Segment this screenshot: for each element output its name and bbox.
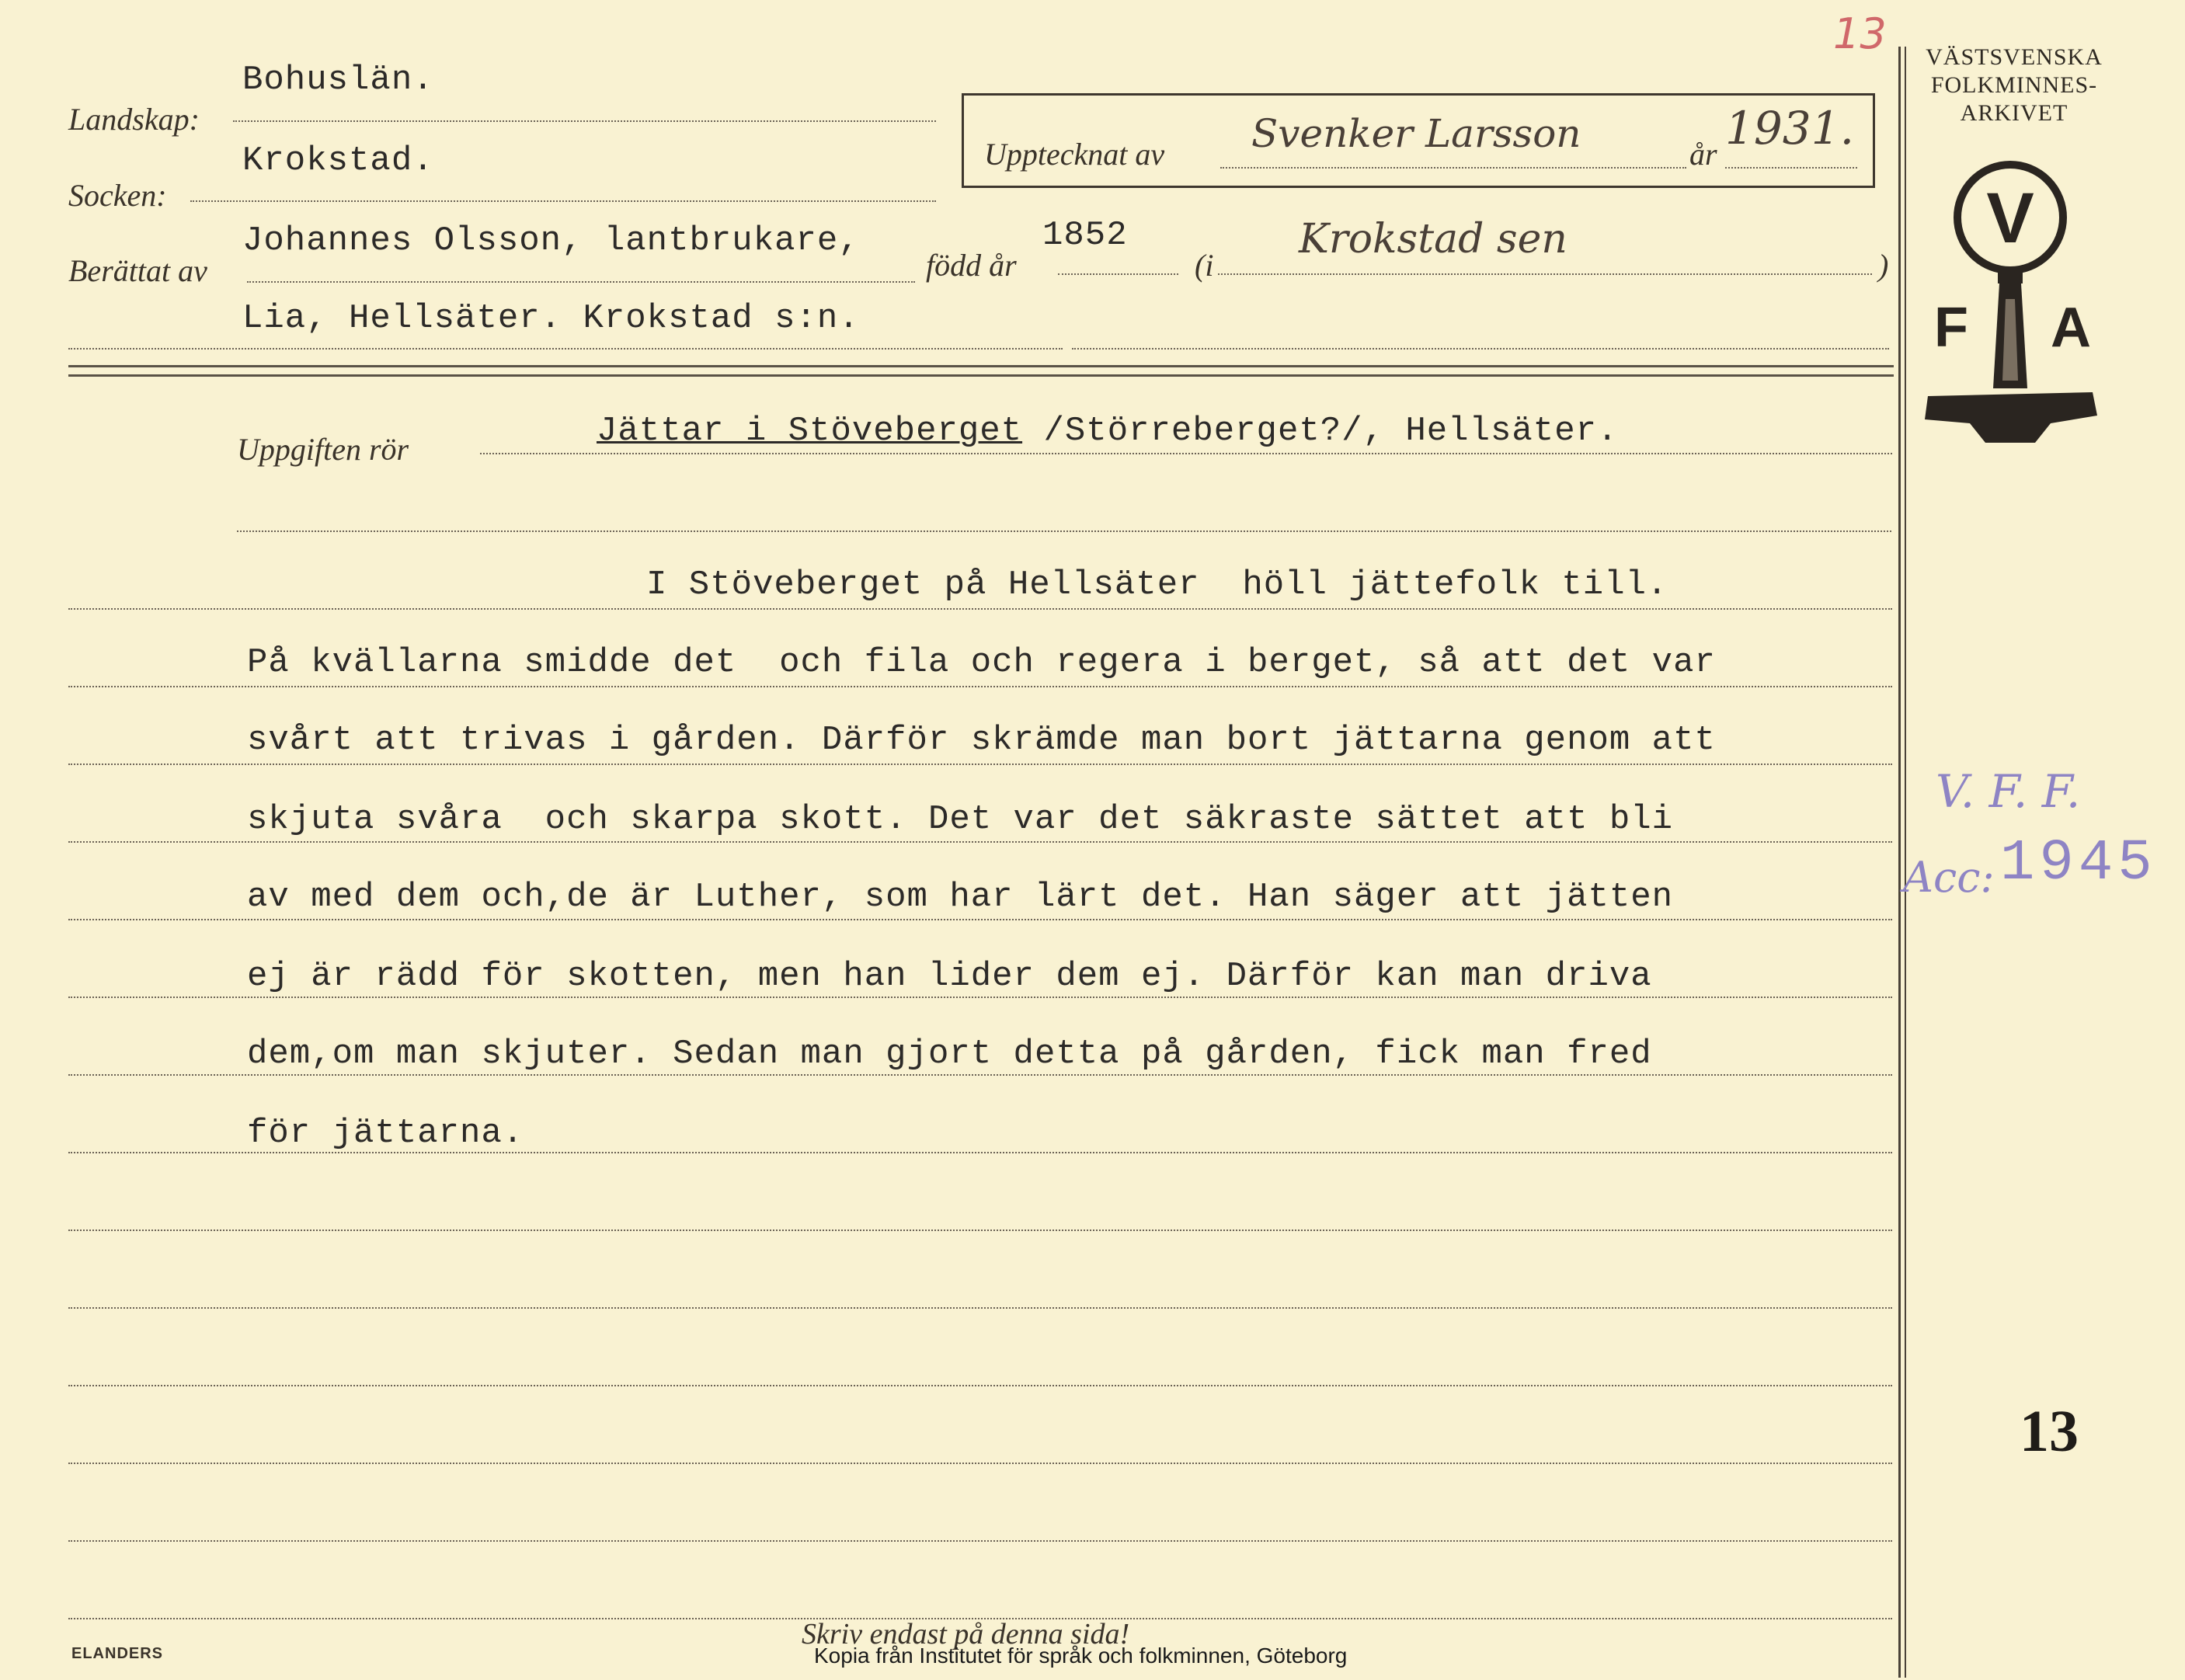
logo-v: V [1986, 179, 2034, 258]
archive-line-2: FOLKMINNES- [1930, 72, 2098, 98]
ruled-line [68, 1540, 1892, 1542]
vfa-hammer-logo [1919, 155, 2113, 466]
column-separator [1898, 47, 1901, 1678]
archive-name [1917, 43, 2111, 127]
i-close: ) [1878, 248, 1889, 283]
page-number-red: 13 [1833, 9, 1887, 58]
copy-note: Kopia från Institutet för språk och folkminnen, Göteborg [814, 1643, 1348, 1668]
birthplace-line [1218, 273, 1872, 275]
birthplace-handwritten: Krokstad sen [1299, 216, 1567, 263]
i-open: (i [1195, 248, 1214, 283]
ar-label: år [1689, 137, 1717, 172]
socken-value: Krokstad. [242, 141, 434, 180]
socken-label: Socken: [68, 178, 167, 213]
subject-title-rest: /Störreberget?/, Hellsäter. [1022, 412, 1619, 450]
subject-line-2 [237, 530, 1891, 532]
subject-label: Uppgiften rör [237, 432, 409, 467]
landskap-line [233, 120, 936, 122]
berattat-line-2 [68, 348, 1063, 350]
archive-line-1: VÄSTSVENSKA [1926, 44, 2103, 70]
fodd-value: 1852 [1042, 216, 1128, 255]
subject-line [480, 453, 1892, 454]
logo-f: F [1934, 297, 1968, 359]
recorder-handwritten: Svenker Larsson [1251, 111, 1581, 156]
body-line-4: skjuta svåra och skarpa skott. Det var det säkraste sättet att bli [247, 800, 1674, 839]
body-line-8: för jättarna. [247, 1114, 524, 1153]
berattat-value-2: Lia, Hellsäter. Krokstad s:n. [242, 299, 860, 338]
fodd-line [1058, 273, 1178, 275]
landskap-label: Landskap: [68, 102, 200, 137]
berattat-line-2b [1072, 348, 1889, 350]
body-line-6: ej är rädd för skotten, men han lider dem ej. Därför kan man driva [247, 957, 1652, 996]
body-line-2: På kvällarna smidde det och fila och regera i berget, så att det var [247, 643, 1716, 682]
ruled-line [68, 1385, 1892, 1386]
vff-stamp: V. F. F. [1936, 765, 2081, 818]
ruled-line [68, 1463, 1892, 1464]
header-rule-2 [68, 374, 1894, 377]
header-rule-1 [68, 365, 1894, 367]
acc-label: Acc: [1903, 853, 1995, 902]
socken-line [190, 200, 936, 202]
ruled-line [68, 841, 1892, 843]
footer-instruction: Skriv endast på denna sida! [802, 1618, 1130, 1650]
year-handwritten: 1931. [1725, 102, 1855, 155]
berattat-value-1: Johannes Olsson, lantbrukare, [242, 221, 860, 260]
ruled-line [68, 1152, 1892, 1153]
printer-mark: ELANDERS [71, 1645, 164, 1662]
recorder-line [1220, 167, 1686, 169]
ruled-line [68, 997, 1892, 998]
acc-number: 1945 [2000, 831, 2157, 896]
body-line-3: svårt att trivas i gården. Därför skrämde man bort jättarna genom att [247, 721, 1716, 760]
logo-a: A [2051, 297, 2091, 359]
recorder-box [962, 93, 1875, 188]
body-line-7: dem,om man skjuter. Sedan man gjort detta på gården, fick man fred [247, 1035, 1652, 1073]
body-line-1: I Stöveberget på Hellsäter höll jättefolk till. [646, 565, 1668, 604]
ruled-line [68, 1074, 1892, 1076]
page-number: 13 [2020, 1399, 2079, 1464]
ruled-line [68, 686, 1892, 687]
berattat-line [247, 281, 915, 283]
ruled-line [68, 1230, 1892, 1231]
ruled-line [68, 1307, 1892, 1309]
subject-title-underlined: Jättar i Stöveberget [597, 412, 1023, 450]
berattat-label: Berättat av [68, 253, 207, 288]
body-line-5: av med dem och,de är Luther, som har lärt det. Han säger att jätten [247, 878, 1674, 917]
ruled-line [68, 763, 1892, 765]
fodd-label: född år [926, 248, 1017, 283]
year-line [1725, 167, 1857, 169]
uppteck-label: Upptecknat av [984, 137, 1165, 172]
subject-title [597, 412, 1618, 450]
ruled-line [68, 919, 1892, 920]
archive-line-3: ARKIVET [1960, 100, 2068, 126]
ruled-line [68, 608, 1892, 610]
landskap-value: Bohuslän. [242, 61, 434, 99]
